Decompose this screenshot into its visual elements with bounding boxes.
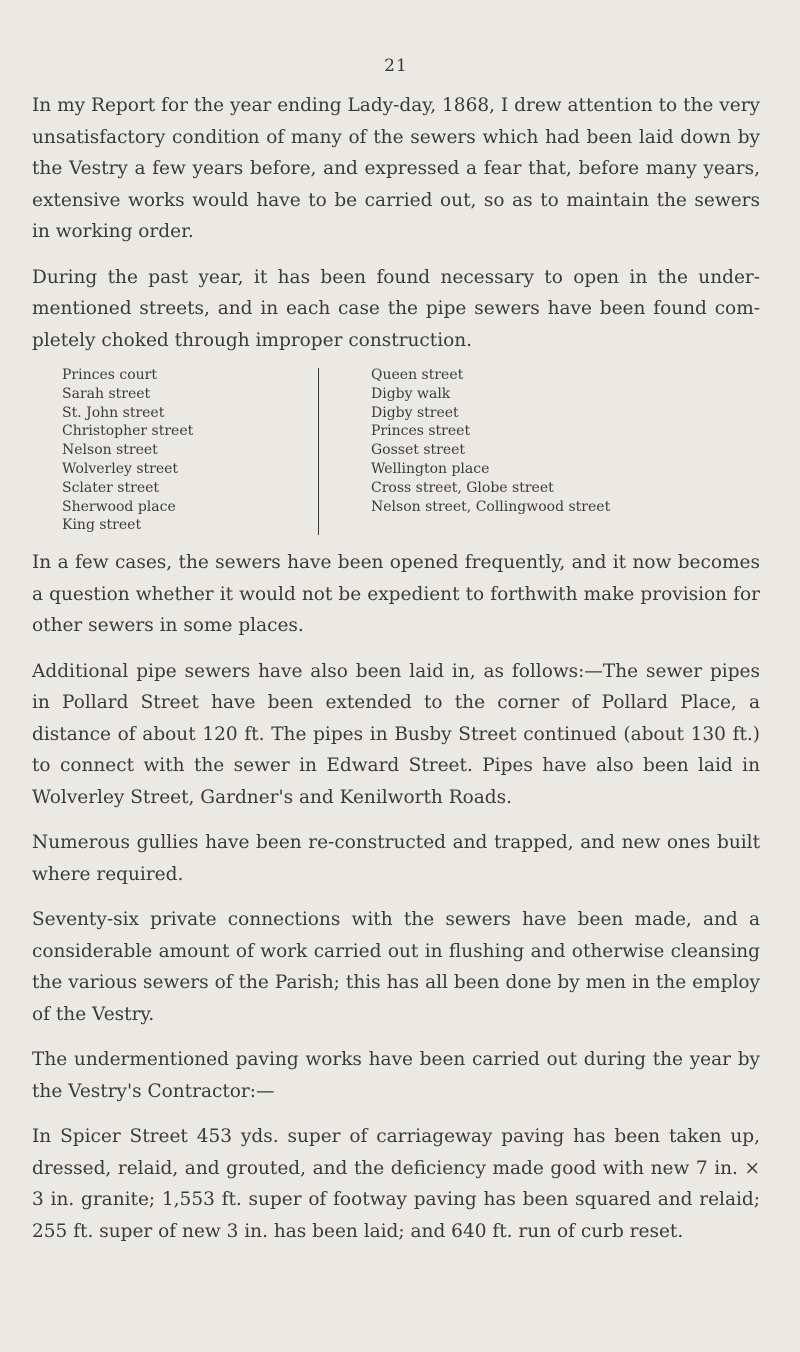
list-item: Nelson street, Collingwood street bbox=[371, 498, 611, 515]
paragraph-gullies: Numerous gullies have been re-constructed and trapped, and new ones built where required. bbox=[32, 832, 760, 885]
paragraph-paving-intro: The undermentioned paving works have been carried out during the year by the Vestry's Contractor:— bbox=[32, 1049, 760, 1102]
street-list-left bbox=[62, 366, 318, 535]
list-item: King street bbox=[62, 517, 142, 534]
paragraph-report-intro: In my Report for the year ending Lady-day, 1868, I drew attention to the very unsatisfactory condition of many of the sewers which had been laid down by the Vestry a few years before, and expressed a fear that, before many years, extensive works would have to be carried out, so as to maintain the sewers in working order. bbox=[32, 95, 760, 242]
list-item: Princes court bbox=[62, 367, 157, 383]
list-item: St. John street bbox=[62, 404, 165, 421]
list-item: Digby street bbox=[371, 404, 459, 421]
paragraph-additional-sewers: Additional pipe sewers have also been laid in, as follows:—The sewer pipes in Pollard Street have been extended to the corner of Pollard Place, a distance of about 120 ft. The pipes in Busby Street continued (about 130 ft.) to connect with the sewer in Edward Street. Pipes have also been laid in Wolverley Street, Gardner's and Kenilworth Roads. bbox=[32, 660, 760, 808]
list-item: Princes street bbox=[371, 423, 471, 440]
list-item: Cross street, Globe street bbox=[371, 479, 554, 496]
street-list-right bbox=[319, 366, 610, 535]
paragraph-frequent-openings: In a few cases, the sewers have been opened frequently, and it now becomes a question whether it would not be expedient to forthwith make provision for other sewers in some places. bbox=[32, 552, 760, 637]
paragraph-private-connections: Seventy-six private connections with the sewers have been made, and a considerable amount of work carried out in flushing and otherwise cleansing the various sewers of the Parish; this has all been done by men in the employ of the Vestry. bbox=[32, 909, 760, 1025]
list-item: Wolverley street bbox=[62, 460, 179, 477]
street-list bbox=[62, 366, 760, 535]
body-after-list bbox=[32, 547, 760, 1247]
paragraph-streets-intro: During the past year, it has been found necessary to open in the under-mentioned streets, and in each case the pipe sewers have been found com-pletely choked through improper construction. bbox=[32, 266, 760, 351]
list-item: Queen street bbox=[371, 367, 464, 383]
list-item: Sarah street bbox=[62, 385, 151, 402]
page-number: 21 bbox=[384, 56, 408, 76]
list-item: Gosset street bbox=[371, 442, 466, 459]
list-item: Wellington place bbox=[371, 460, 490, 477]
list-item: Nelson street bbox=[62, 442, 158, 459]
list-item: Digby walk bbox=[371, 385, 451, 402]
paragraph-spicer-street: In Spicer Street 453 yds. super of carriageway paving has been taken up, dressed, relaid, and grouted, and the deficiency made good with new 7 in. × 3 in. granite; 1,553 ft. super of footway paving has been squared and relaid; 255 ft. super of new 3 in. has been laid; and 640 ft. run of curb reset. bbox=[32, 1126, 760, 1242]
list-item: Christopher street bbox=[62, 423, 194, 440]
list-item: Sherwood place bbox=[62, 498, 176, 515]
list-item: Sclater street bbox=[62, 479, 160, 496]
